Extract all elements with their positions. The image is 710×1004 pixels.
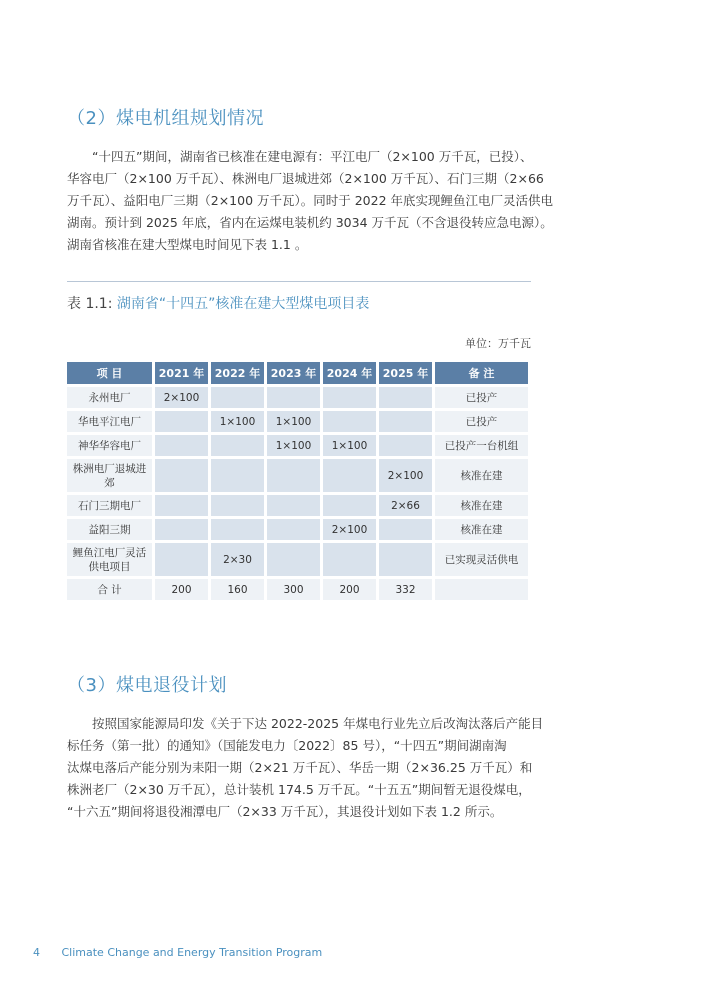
cell-2022: 1×100 bbox=[211, 411, 264, 432]
cell-2021 bbox=[155, 459, 208, 492]
table-total-row bbox=[67, 579, 528, 600]
table-unit: 单位：万千瓦 bbox=[465, 337, 531, 350]
cell-total-note bbox=[435, 579, 528, 600]
paragraph-line: “十六五”期间将退役湘潭电厂（2×33 万千瓦），其退役计划如下表 1.2 所示。 bbox=[67, 804, 503, 819]
paragraph-line: 万千瓦）、益阳电厂三期（2×100 万千瓦）。同时于 2022 年底实现鲤鱼江电厂灵活供电 bbox=[67, 193, 554, 208]
cell-note: 核准在建 bbox=[435, 495, 528, 516]
cell-2025: 2×100 bbox=[379, 459, 432, 492]
cell-project: 华电平江电厂 bbox=[67, 411, 152, 432]
section-paragraph-coal-plan bbox=[67, 146, 554, 256]
cell-2024: 1×100 bbox=[323, 435, 376, 456]
cell-2025 bbox=[379, 387, 432, 408]
cell-2024 bbox=[323, 495, 376, 516]
table-row bbox=[67, 435, 528, 456]
paragraph-line: 株洲老厂（2×30 万千瓦），总计装机 174.5 万千瓦。“十五五”期间暂无退役煤电， bbox=[67, 782, 531, 797]
paragraph-line: 标任务（第一批）的通知》（国能发电力〔2022〕85 号），“十四五”期间湖南淘 bbox=[67, 738, 507, 753]
section-heading-coal-retirement: （3）煤电退役计划 bbox=[67, 675, 227, 696]
cell-project: 神华华容电厂 bbox=[67, 435, 152, 456]
section-heading-coal-plan: （2）煤电机组规划情况 bbox=[67, 108, 264, 129]
cell-project: 永州电厂 bbox=[67, 387, 152, 408]
cell-total-label: 合 计 bbox=[67, 579, 152, 600]
table-row bbox=[67, 495, 528, 516]
paragraph-line: 华容电厂（2×100 万千瓦）、株洲电厂退城进郊（2×100 万千瓦）、石门三期（2×66 bbox=[67, 171, 544, 186]
cell-2022 bbox=[211, 435, 264, 456]
cell-2023 bbox=[267, 495, 320, 516]
table-header-row bbox=[67, 362, 528, 384]
cell-project: 石门三期电厂 bbox=[67, 495, 152, 516]
table-title bbox=[67, 293, 369, 313]
cell-2023 bbox=[267, 459, 320, 492]
cell-2021 bbox=[155, 519, 208, 540]
cell-project: 株洲电厂退城进郊 bbox=[67, 459, 152, 492]
cell-2023 bbox=[267, 543, 320, 576]
cell-2022 bbox=[211, 495, 264, 516]
cell-2023 bbox=[267, 519, 320, 540]
table-row bbox=[67, 459, 528, 492]
table-row bbox=[67, 411, 528, 432]
cell-note: 已实现灵活供电 bbox=[435, 543, 528, 576]
cell-note: 已投产 bbox=[435, 387, 528, 408]
cell-total-2025: 332 bbox=[379, 579, 432, 600]
header-2023: 2023 年 bbox=[267, 362, 320, 384]
cell-total-2022: 160 bbox=[211, 579, 264, 600]
cell-2022: 2×30 bbox=[211, 543, 264, 576]
cell-note: 已投产一台机组 bbox=[435, 435, 528, 456]
page-footer bbox=[33, 946, 322, 959]
table-label: 表 1.1: bbox=[67, 296, 113, 312]
cell-2024 bbox=[323, 411, 376, 432]
cell-2023: 1×100 bbox=[267, 411, 320, 432]
footer-program: Climate Change and Energy Transition Program bbox=[61, 946, 323, 959]
header-2022: 2022 年 bbox=[211, 362, 264, 384]
paragraph-line: “十四五”期间，湖南省已核准在建电源有：平江电厂（2×100 万千瓦，已投）、 bbox=[67, 149, 533, 164]
cell-2023: 1×100 bbox=[267, 435, 320, 456]
cell-2025 bbox=[379, 519, 432, 540]
paragraph-line: 湖南。预计到 2025 年底，省内在运煤电装机约 3034 万千瓦（不含退役转应急电源）。 bbox=[67, 215, 553, 230]
cell-2021 bbox=[155, 435, 208, 456]
header-project: 项 目 bbox=[67, 362, 152, 384]
divider bbox=[67, 281, 531, 282]
table-title-text: 湖南省“十四五”核准在建大型煤电项目表 bbox=[116, 296, 370, 312]
header-note: 备 注 bbox=[435, 362, 528, 384]
cell-total-2024: 200 bbox=[323, 579, 376, 600]
cell-2021: 2×100 bbox=[155, 387, 208, 408]
cell-note: 核准在建 bbox=[435, 459, 528, 492]
cell-2025: 2×66 bbox=[379, 495, 432, 516]
section-paragraph-coal-retirement bbox=[67, 713, 543, 823]
table-row bbox=[67, 519, 528, 540]
paragraph-line: 湖南省核准在建大型煤电时间见下表 1.1 。 bbox=[67, 237, 308, 252]
cell-2025 bbox=[379, 411, 432, 432]
cell-total-2023: 300 bbox=[267, 579, 320, 600]
cell-note: 核准在建 bbox=[435, 519, 528, 540]
page-number: 4 bbox=[33, 946, 40, 959]
paragraph-line: 按照国家能源局印发《关于下达 2022-2025 年煤电行业先立后改淘汰落后产能目 bbox=[67, 716, 544, 731]
cell-2021 bbox=[155, 543, 208, 576]
cell-2023 bbox=[267, 387, 320, 408]
header-2021: 2021 年 bbox=[155, 362, 208, 384]
cell-2024: 2×100 bbox=[323, 519, 376, 540]
cell-2022 bbox=[211, 519, 264, 540]
cell-2021 bbox=[155, 495, 208, 516]
paragraph-line: 汰煤电落后产能分别为耒阳一期（2×21 万千瓦）、华岳一期（2×36.25 万千瓦）和 bbox=[67, 760, 533, 775]
cell-2022 bbox=[211, 387, 264, 408]
table-row bbox=[67, 387, 528, 408]
cell-2024 bbox=[323, 387, 376, 408]
cell-note: 已投产 bbox=[435, 411, 528, 432]
cell-2021 bbox=[155, 411, 208, 432]
cell-project: 鲤鱼江电厂灵活供电项目 bbox=[67, 543, 152, 576]
header-2025: 2025 年 bbox=[379, 362, 432, 384]
cell-2024 bbox=[323, 543, 376, 576]
cell-total-2021: 200 bbox=[155, 579, 208, 600]
cell-project: 益阳三期 bbox=[67, 519, 152, 540]
cell-2024 bbox=[323, 459, 376, 492]
cell-2025 bbox=[379, 543, 432, 576]
table-row bbox=[67, 543, 528, 576]
cell-2022 bbox=[211, 459, 264, 492]
cell-2025 bbox=[379, 435, 432, 456]
header-2024: 2024 年 bbox=[323, 362, 376, 384]
projects-table bbox=[64, 359, 531, 603]
